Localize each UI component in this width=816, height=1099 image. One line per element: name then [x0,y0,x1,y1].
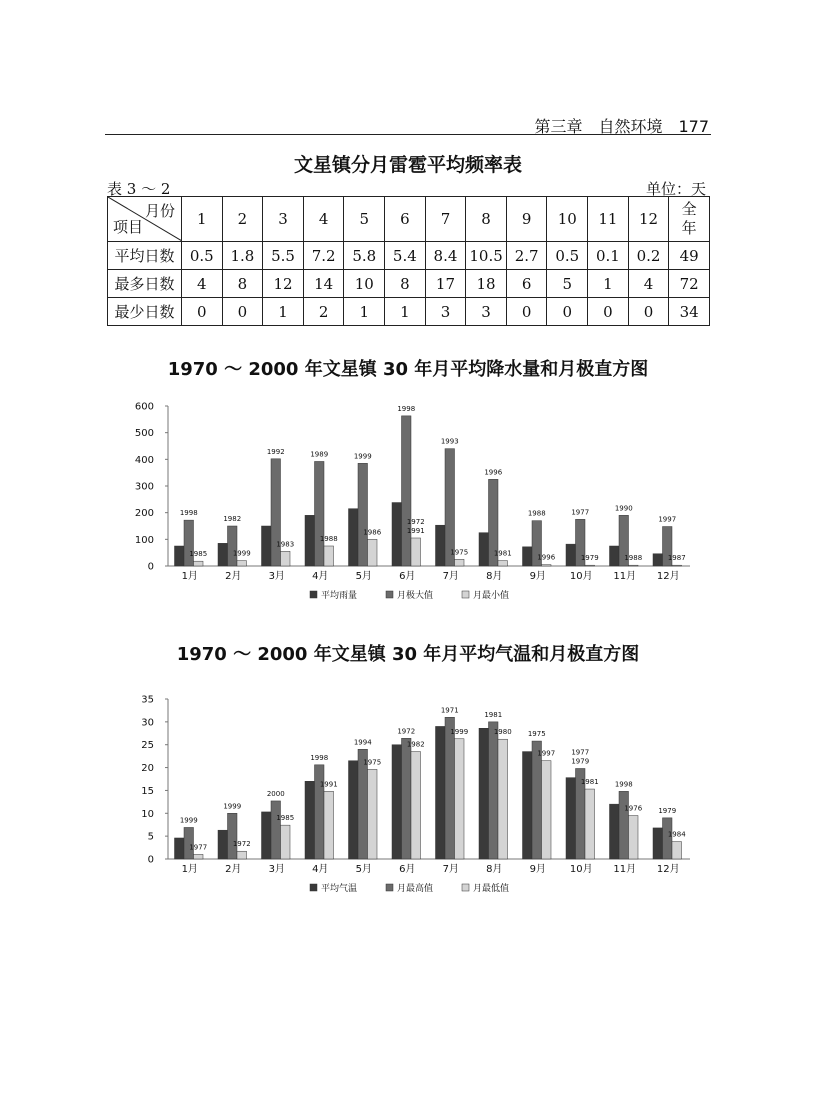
category-label: 11月 [613,571,637,582]
bar [315,765,325,859]
bar [653,554,663,566]
y-tick-label: 5 [147,831,154,843]
table-cell: 0 [628,298,669,326]
bar [498,739,508,859]
bar [455,559,465,566]
bar [436,726,446,859]
bar [305,515,315,566]
y-tick-label: 0 [147,561,154,573]
category-label: 5月 [355,571,372,582]
table-cell: 0 [506,298,547,326]
y-tick-label: 400 [134,454,154,466]
category-label: 1月 [181,864,198,875]
table-cell: 49 [669,242,710,270]
table-cell: 0.5 [182,242,223,270]
bar [585,565,595,566]
data-label: 1999 [450,727,469,736]
data-label: 1979 [658,806,677,815]
table-cell: 6 [506,270,547,298]
bar [455,739,465,859]
category-label: 3月 [268,864,285,875]
data-label: 1997 [537,749,556,758]
category-label: 12月 [656,571,680,582]
table-cell: 34 [669,298,710,326]
category-label: 6月 [399,864,416,875]
month-header: 10 [547,197,588,242]
month-header: 11 [588,197,629,242]
data-label: 1989 [310,450,329,459]
bar [349,761,359,859]
legend-swatch [310,884,317,891]
data-label: 1991 [319,780,338,789]
table-cell: 72 [669,270,710,298]
y-tick-label: 600 [134,401,154,413]
bar [262,812,272,859]
month-header: 1 [182,197,223,242]
data-label: 1985 [276,814,295,823]
table-cell: 0.5 [547,242,588,270]
table-corner-cell [108,197,182,242]
data-label: 1990 [614,504,633,513]
legend-label: 月极大值 [397,591,434,601]
legend-swatch [462,884,469,891]
bar [542,565,552,566]
legend-swatch [462,591,469,598]
table-row [108,270,710,298]
bar [566,778,576,859]
data-label: 1972 [232,840,251,849]
bar [324,546,334,566]
legend-swatch [386,591,393,598]
page-header [105,112,711,135]
table-cell: 0 [182,298,223,326]
data-label: 1999 [353,452,372,461]
bar [489,722,499,859]
bar [237,851,247,859]
data-label: 1999 [223,802,242,811]
table-cell: 18 [466,270,507,298]
bar [566,544,576,566]
table-cell: 0.1 [588,242,629,270]
bar [392,745,402,859]
y-tick-label: 100 [134,534,154,546]
month-header: 5 [344,197,385,242]
month-header: 9 [506,197,547,242]
y-tick-label: 30 [141,717,154,729]
row-label: 最多日数 [108,270,182,298]
data-label: 1981 [580,778,599,787]
table-cell: 17 [425,270,466,298]
row-label: 平均日数 [108,242,182,270]
table-number: 表 3 ～ 2 [107,180,171,198]
bar [445,717,455,859]
data-label: 1982 [223,515,242,523]
data-label: 1982 [406,740,425,749]
category-label: 11月 [613,864,637,875]
data-label: 1975 [527,730,546,739]
data-label: 1977 [571,508,590,517]
bar [218,830,228,859]
table-cell: 1 [344,298,385,326]
data-label: 1999 [232,549,251,558]
data-label: 1972 [397,727,416,736]
table-cell: 3 [425,298,466,326]
category-label: 4月 [312,571,329,582]
chart-title-precipitation: 1970 ～ 2000 年文星镇 30 年月平均降水量和月极直方图 [167,359,649,380]
y-tick-label: 500 [134,428,154,440]
table-cell: 5.4 [385,242,426,270]
bar [619,791,629,859]
table-cell: 8.4 [425,242,466,270]
legend-label: 月最小值 [473,591,510,601]
data-label: 1981 [493,549,512,558]
bar [262,526,272,566]
data-label: 1975 [363,758,382,767]
category-label: 8月 [486,864,503,875]
data-label: 1984 [667,830,686,839]
data-label: 1972 1991 [406,518,425,535]
category-label: 8月 [486,571,503,582]
bar [281,825,291,859]
legend-label: 月最低值 [473,884,510,894]
row-label: 最少日数 [108,298,182,326]
bar [411,538,421,566]
category-label: 12月 [656,864,680,875]
temperature-chart [0,688,816,903]
bar [194,561,204,566]
category-label: 4月 [312,864,329,875]
month-header: 2 [222,197,263,242]
category-label: 10月 [569,571,593,582]
bar [271,801,281,859]
table-cell: 14 [303,270,344,298]
data-label: 1988 [624,554,643,563]
data-label: 1985 [189,550,208,559]
table-cell: 12 [263,270,304,298]
table-cell: 5.8 [344,242,385,270]
chart-title-temperature: 1970 ～ 2000 年文星镇 30 年月平均气温和月极直方图 [176,644,640,665]
data-label: 1980 [493,728,512,737]
bar [411,752,421,859]
legend-swatch [310,591,317,598]
table-cell: 4 [628,270,669,298]
corner-month-label: 月份 [144,202,175,220]
data-label: 1998 [310,753,329,762]
bar [194,854,204,859]
table-header-row [108,197,710,242]
table-cell: 0 [588,298,629,326]
data-label: 1988 [319,535,338,543]
bar [629,816,639,859]
table-cell: 5.5 [263,242,304,270]
data-label: 1996 [537,553,556,562]
corner-item-label: 项目 [113,218,144,236]
table-cell: 1.8 [222,242,263,270]
bar [523,547,533,566]
bar [184,520,194,566]
data-label: 1997 [658,515,677,524]
data-label: 1987 [667,554,686,563]
category-label: 3月 [268,571,285,582]
bar [368,769,378,859]
table-cell: 0 [547,298,588,326]
table-row [108,298,710,326]
data-label: 2000 [266,789,285,798]
legend-label: 平均气温 [321,884,358,894]
category-label: 1月 [181,571,198,582]
month-header: 7 [425,197,466,242]
category-label: 9月 [529,571,546,582]
bar [358,463,368,566]
table-title: 文星镇分月雷雹平均频率表 [293,154,522,176]
bar [498,561,508,566]
bar [402,416,412,566]
bar [629,565,639,566]
table-cell: 3 [466,298,507,326]
bar [175,546,185,566]
bar [532,741,542,859]
month-header: 12 [628,197,669,242]
bar [349,509,359,566]
category-label: 2月 [225,571,242,582]
data-label: 1999 [179,816,198,825]
bar [237,561,247,566]
precipitation-chart [0,395,816,610]
bar [368,539,378,566]
bar [523,752,533,859]
data-label: 1979 [580,554,599,563]
bar [672,842,682,859]
data-label: 1977 [189,843,208,852]
frequency-table [107,196,710,326]
category-label: 2月 [225,864,242,875]
data-label: 1983 [276,540,295,549]
table-cell: 10 [344,270,385,298]
bar [610,546,620,566]
bar [218,543,228,566]
table-cell: 1 [385,298,426,326]
bar [610,804,620,859]
y-tick-label: 200 [134,508,154,520]
data-label: 1988 [527,509,546,518]
data-label: 1993 [440,437,459,446]
bar [479,533,489,566]
y-tick-label: 300 [134,481,154,493]
data-label: 1998 [179,509,198,518]
bar [228,813,238,859]
data-label: 1977 1979 [571,748,590,766]
y-tick-label: 10 [141,808,154,820]
y-tick-label: 25 [141,740,154,752]
data-label: 1981 [484,710,503,719]
table-cell: 1 [263,298,304,326]
table-cell: 8 [385,270,426,298]
category-label: 7月 [442,864,459,875]
table-cell: 5 [547,270,588,298]
bar [324,791,334,859]
legend-swatch [386,884,393,891]
y-tick-label: 15 [141,785,154,797]
table-cell: 4 [182,270,223,298]
bar [271,459,281,566]
table-cell: 0.2 [628,242,669,270]
table-cell: 10.5 [466,242,507,270]
table-unit: 单位：天 [645,180,706,198]
category-label: 7月 [442,571,459,582]
table-row [108,242,710,270]
table-cell: 7.2 [303,242,344,270]
total-header: 全 年 [669,197,710,242]
data-label: 1971 [440,706,459,715]
month-header: 6 [385,197,426,242]
month-header: 3 [263,197,304,242]
table-cell: 2 [303,298,344,326]
y-tick-label: 35 [141,694,154,706]
bar [228,526,238,566]
data-label: 1998 [397,404,416,413]
bar [436,525,446,566]
data-label: 1992 [266,447,285,456]
legend-label: 平均雨量 [321,591,358,601]
y-tick-label: 20 [141,763,154,775]
category-label: 9月 [529,864,546,875]
bar [402,738,412,859]
table-cell: 8 [222,270,263,298]
legend-label: 月最高值 [397,884,434,894]
bar [175,838,185,859]
bar [315,461,325,566]
table-cell: 1 [588,270,629,298]
bar [281,551,291,566]
data-label: 1975 [450,548,469,557]
bar [585,789,595,859]
table-cell: 0 [222,298,263,326]
bar [542,761,552,859]
data-label: 1976 [624,804,643,813]
data-label: 1996 [484,468,503,477]
data-label: 1998 [614,780,633,789]
category-label: 5月 [355,864,372,875]
data-label: 1994 [353,738,372,747]
bar [479,728,489,859]
table-cell: 2.7 [506,242,547,270]
bar [392,503,402,566]
bar [672,565,682,566]
bar [653,828,663,859]
month-header: 4 [303,197,344,242]
bar [305,781,315,859]
y-tick-label: 0 [147,854,154,866]
page-header-text: 第三章 自然环境 177 [534,117,709,136]
data-label: 1986 [363,528,382,537]
category-label: 6月 [399,571,416,582]
month-header: 8 [466,197,507,242]
category-label: 10月 [569,864,593,875]
